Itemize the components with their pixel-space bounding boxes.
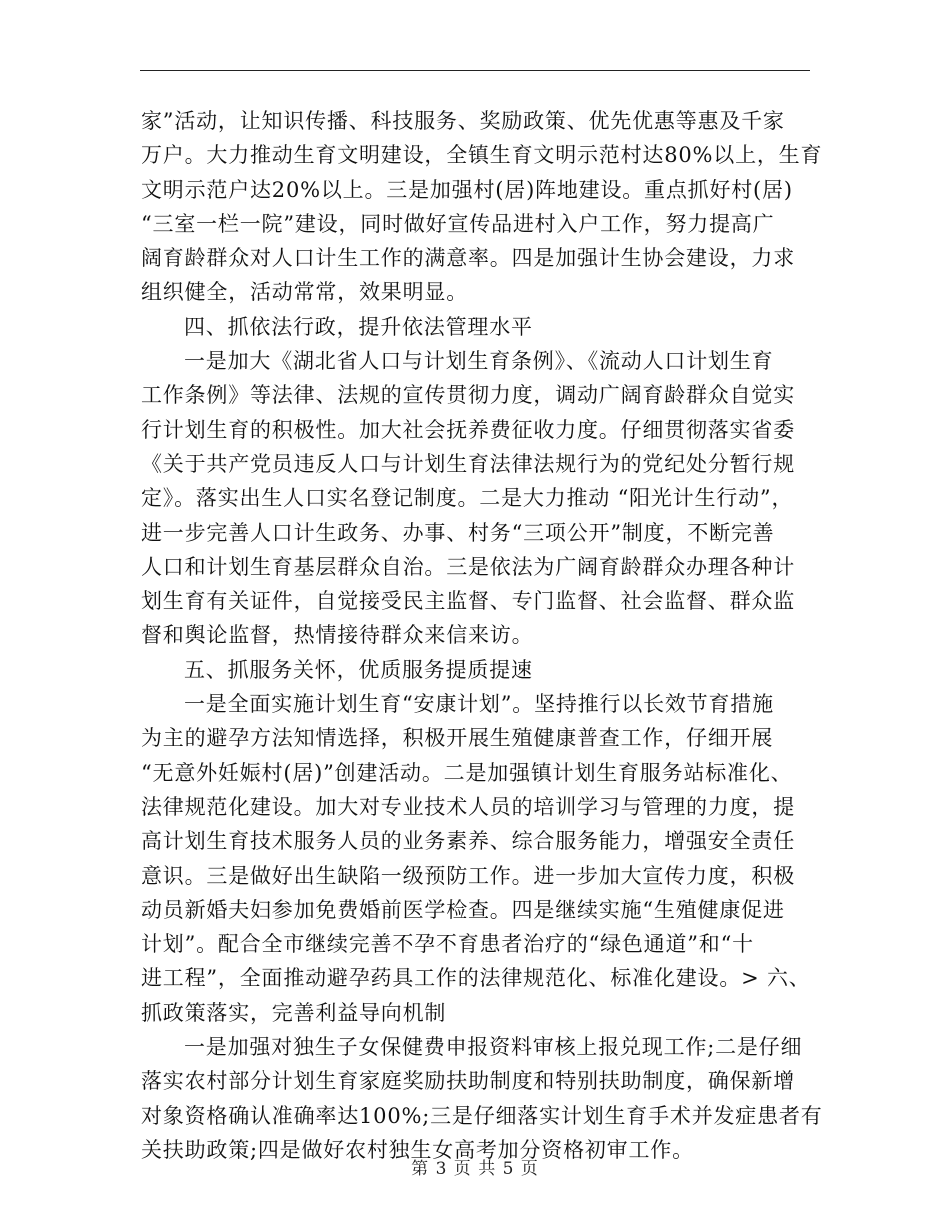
text-line: 划生育有关证件，自觉接受民主监督、专门监督、社会监督、群众监 <box>141 589 795 614</box>
document-body <box>141 104 823 1167</box>
text-line: 计划”。配合全市继续完善不孕不育患者治疗的“绿色通道”和“十 <box>141 932 754 957</box>
text-line: 一是加大《湖北省人口与计划生育条例》、《流动人口计划生育 <box>184 349 774 374</box>
page-number-footer: 第 3 页 共 5 页 <box>411 1159 539 1179</box>
header-rule <box>140 70 810 71</box>
text-line: 督和舆论监督，热情接待群众来信来访。 <box>141 623 534 648</box>
text-line: 意识。三是做好出生缺陷一级预防工作。进一步加大宣传力度，积极 <box>141 863 795 888</box>
text-line: 人口和计划生育基层群众自治。三是依法为广阔育龄群众办理各种计 <box>141 554 795 579</box>
text-line: 四、抓依法行政，提升依法管理水平 <box>184 314 533 339</box>
text-line: 一是全面实施计划生育“安康计划”。坚持推行以长效节育措施 <box>184 692 774 717</box>
text-line: 对象资格确认准确率达100%;三是仔细落实计划生育手术并发症患者有 <box>141 1103 823 1128</box>
text-line: “三室一栏一院”建设，同时做好宣传品进村入户工作，努力提高广 <box>141 211 775 236</box>
text-line: 抓政策落实，完善利益导向机制 <box>141 1000 447 1025</box>
text-line: 《关于共产党员违反人口与计划生育法律法规行为的党纪处分暂行规 <box>141 451 795 476</box>
text-line: 高计划生育技术服务人员的业务素养、综合服务能力，增强安全责任 <box>141 829 795 854</box>
text-line: 关扶助政策;四是做好农村独生女高考加分资格初审工作。 <box>141 1137 694 1162</box>
text-line: 进一步完善人口计生政务、办事、村务“三项公开”制度，不断完善 <box>141 520 775 545</box>
text-line: 一是加强对独生子女保健费申报资料审核上报兑现工作;二是仔细 <box>184 1035 803 1060</box>
text-line: 阔育龄群众对人口计生工作的满意率。四是加强计生协会建设，力求 <box>141 246 795 271</box>
text-line: 家”活动，让知识传播、科技服务、奖励政策、优先优惠等惠及千家 <box>141 109 785 133</box>
text-line: 行计划生育的积极性。加大社会抚养费征收力度。仔细贯彻落实省委 <box>141 417 795 442</box>
text-line: 落实农村部分计划生育家庭奖励扶助制度和特别扶助制度，确保新增 <box>141 1069 795 1094</box>
text-line: 定》。落实出生人口实名登记制度。二是大力推动 “阳光计生行动”， <box>141 486 794 511</box>
text-line: 万户。大力推动生育文明建设，全镇生育文明示范村达80%以上，生育 <box>141 143 823 168</box>
text-line: “无意外妊娠村(居)”创建活动。二是加强镇计划生育服务站标准化、 <box>141 760 793 785</box>
text-line: 五、抓服务关怀，优质服务提质提速 <box>184 657 533 682</box>
text-line: 文明示范户达20%以上。三是加强村(居)阵地建设。重点抓好村(居) <box>141 177 793 202</box>
text-line: 动员新婚夫妇参加免费婚前医学检查。四是继续实施“生殖健康促进 <box>141 897 785 922</box>
text-line: 工作条例》等法律、法规的宣传贯彻力度，调动广阔育龄群众自觉实 <box>141 383 795 408</box>
text-line: 法律规范化建设。加大对专业技术人员的培训学习与管理的力度，提 <box>141 794 795 819</box>
text-line: 组织健全，活动常常，效果明显。 <box>141 280 468 305</box>
text-line: 为主的避孕方法知情选择，积极开展生殖健康普查工作，仔细开展 <box>141 726 774 751</box>
text-line: 进工程”，全面推动避孕药具工作的法律规范化、标准化建设。> 六、 <box>141 966 811 991</box>
